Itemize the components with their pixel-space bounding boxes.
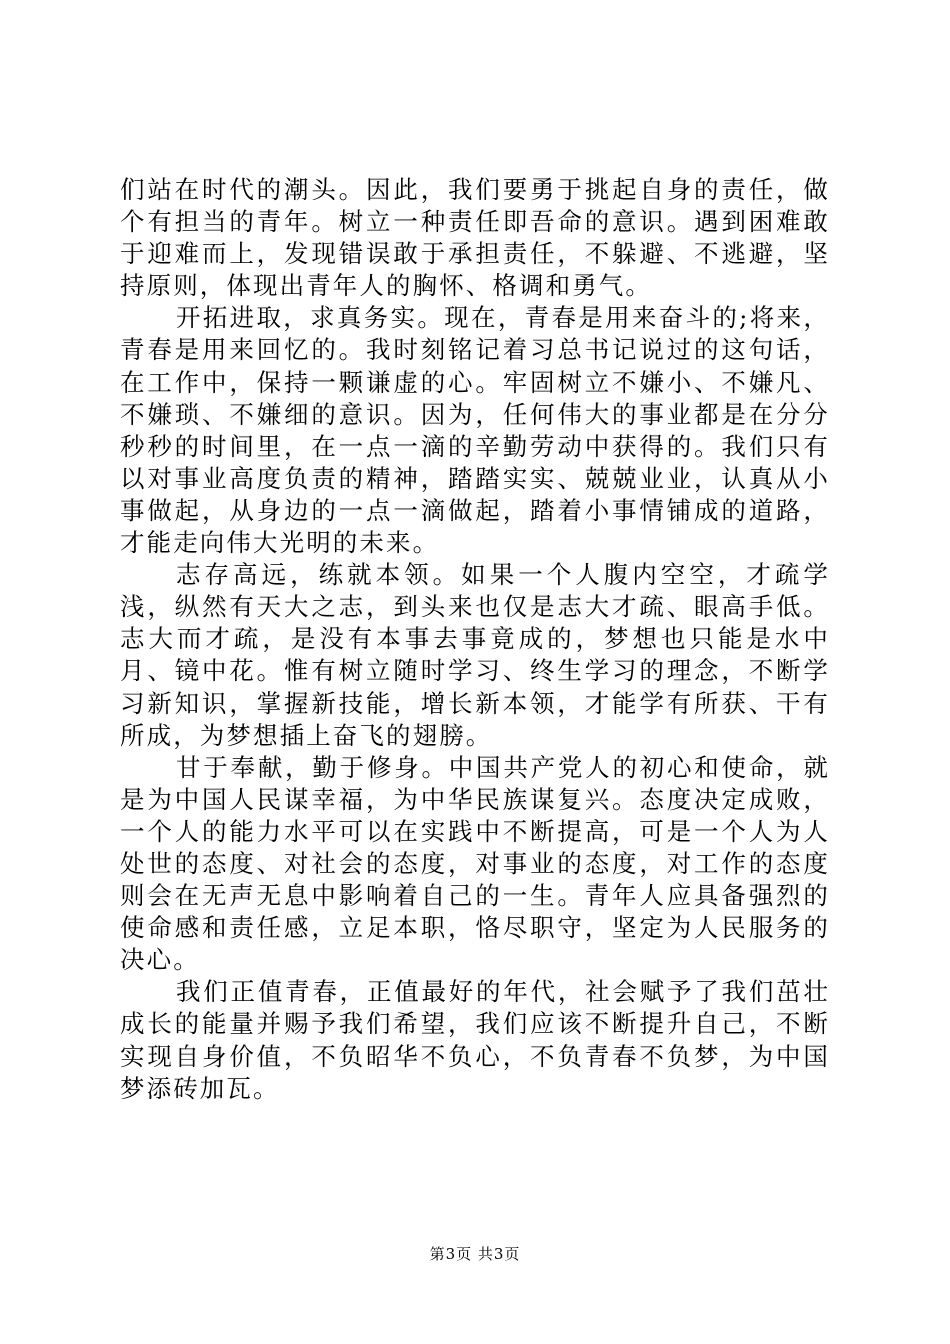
page-number-footer: 第3页 共3页 xyxy=(429,1245,521,1263)
paragraph-dedication: 甘于奉献，勤于修身。中国共产党人的初心和使命，就是为中国人民谋幸福，为中华民族谋复兴。态度决定成败，一个人的能力水平可以在实践中不断提高，可是一个人为人处世的态度、对社会的态度，对事业的态度，对工作的态度则会在无声无息中影响着自己的一生。青年人应具备强烈的使命感和责任感，立足本职，恪尽职守，坚定为人民服务的决心。 xyxy=(120,752,830,975)
paragraph-continuation: 们站在时代的潮头。因此，我们要勇于挑起自身的责任，做个有担当的青年。树立一种责任即吾命的意识。遇到困难敢于迎难而上，发现错误敢于承担责任，不躲避、不逃避，坚持原则，体现出青年人的胸怀、格调和勇气。 xyxy=(120,175,830,301)
paragraph-pioneering: 开拓进取，求真务实。现在，青春是用来奋斗的;将来，青春是用来回忆的。我时刻铭记着习总书记说过的这句话，在工作中，保持一颗谦虚的心。牢固树立不嫌小、不嫌凡、不嫌琐、不嫌细的意识。因为，任何伟大的事业都是在分分秒秒的时间里，在一点一滴的辛勤劳动中获得的。我们只有以对事业高度负责的精神，踏踏实实、兢兢业业，认真从小事做起，从身边的一点一滴做起，踏着小事情铺成的道路，才能走向伟大光明的未来。 xyxy=(120,303,830,558)
paragraph-ambition: 志存高远，练就本领。如果一个人腹内空空，才疏学浅，纵然有天大之志，到头来也仅是志大才疏、眼高手低。志大而才疏，是没有本事去事竟成的，梦想也只能是水中月、镜中花。惟有树立随时学习、终生学习的理念，不断学习新知识，掌握新技能，增长新本领，才能学有所获、干有所成，为梦想插上奋飞的翅膀。 xyxy=(120,560,830,750)
document-body xyxy=(120,174,830,1105)
paragraph-conclusion: 我们正值青春，正值最好的年代，社会赋予了我们茁壮成长的能量并赐予我们希望，我们应该不断提升自己，不断实现自身价值，不负昭华不负心，不负青春不负梦，为中国梦添砖加瓦。 xyxy=(120,977,830,1103)
